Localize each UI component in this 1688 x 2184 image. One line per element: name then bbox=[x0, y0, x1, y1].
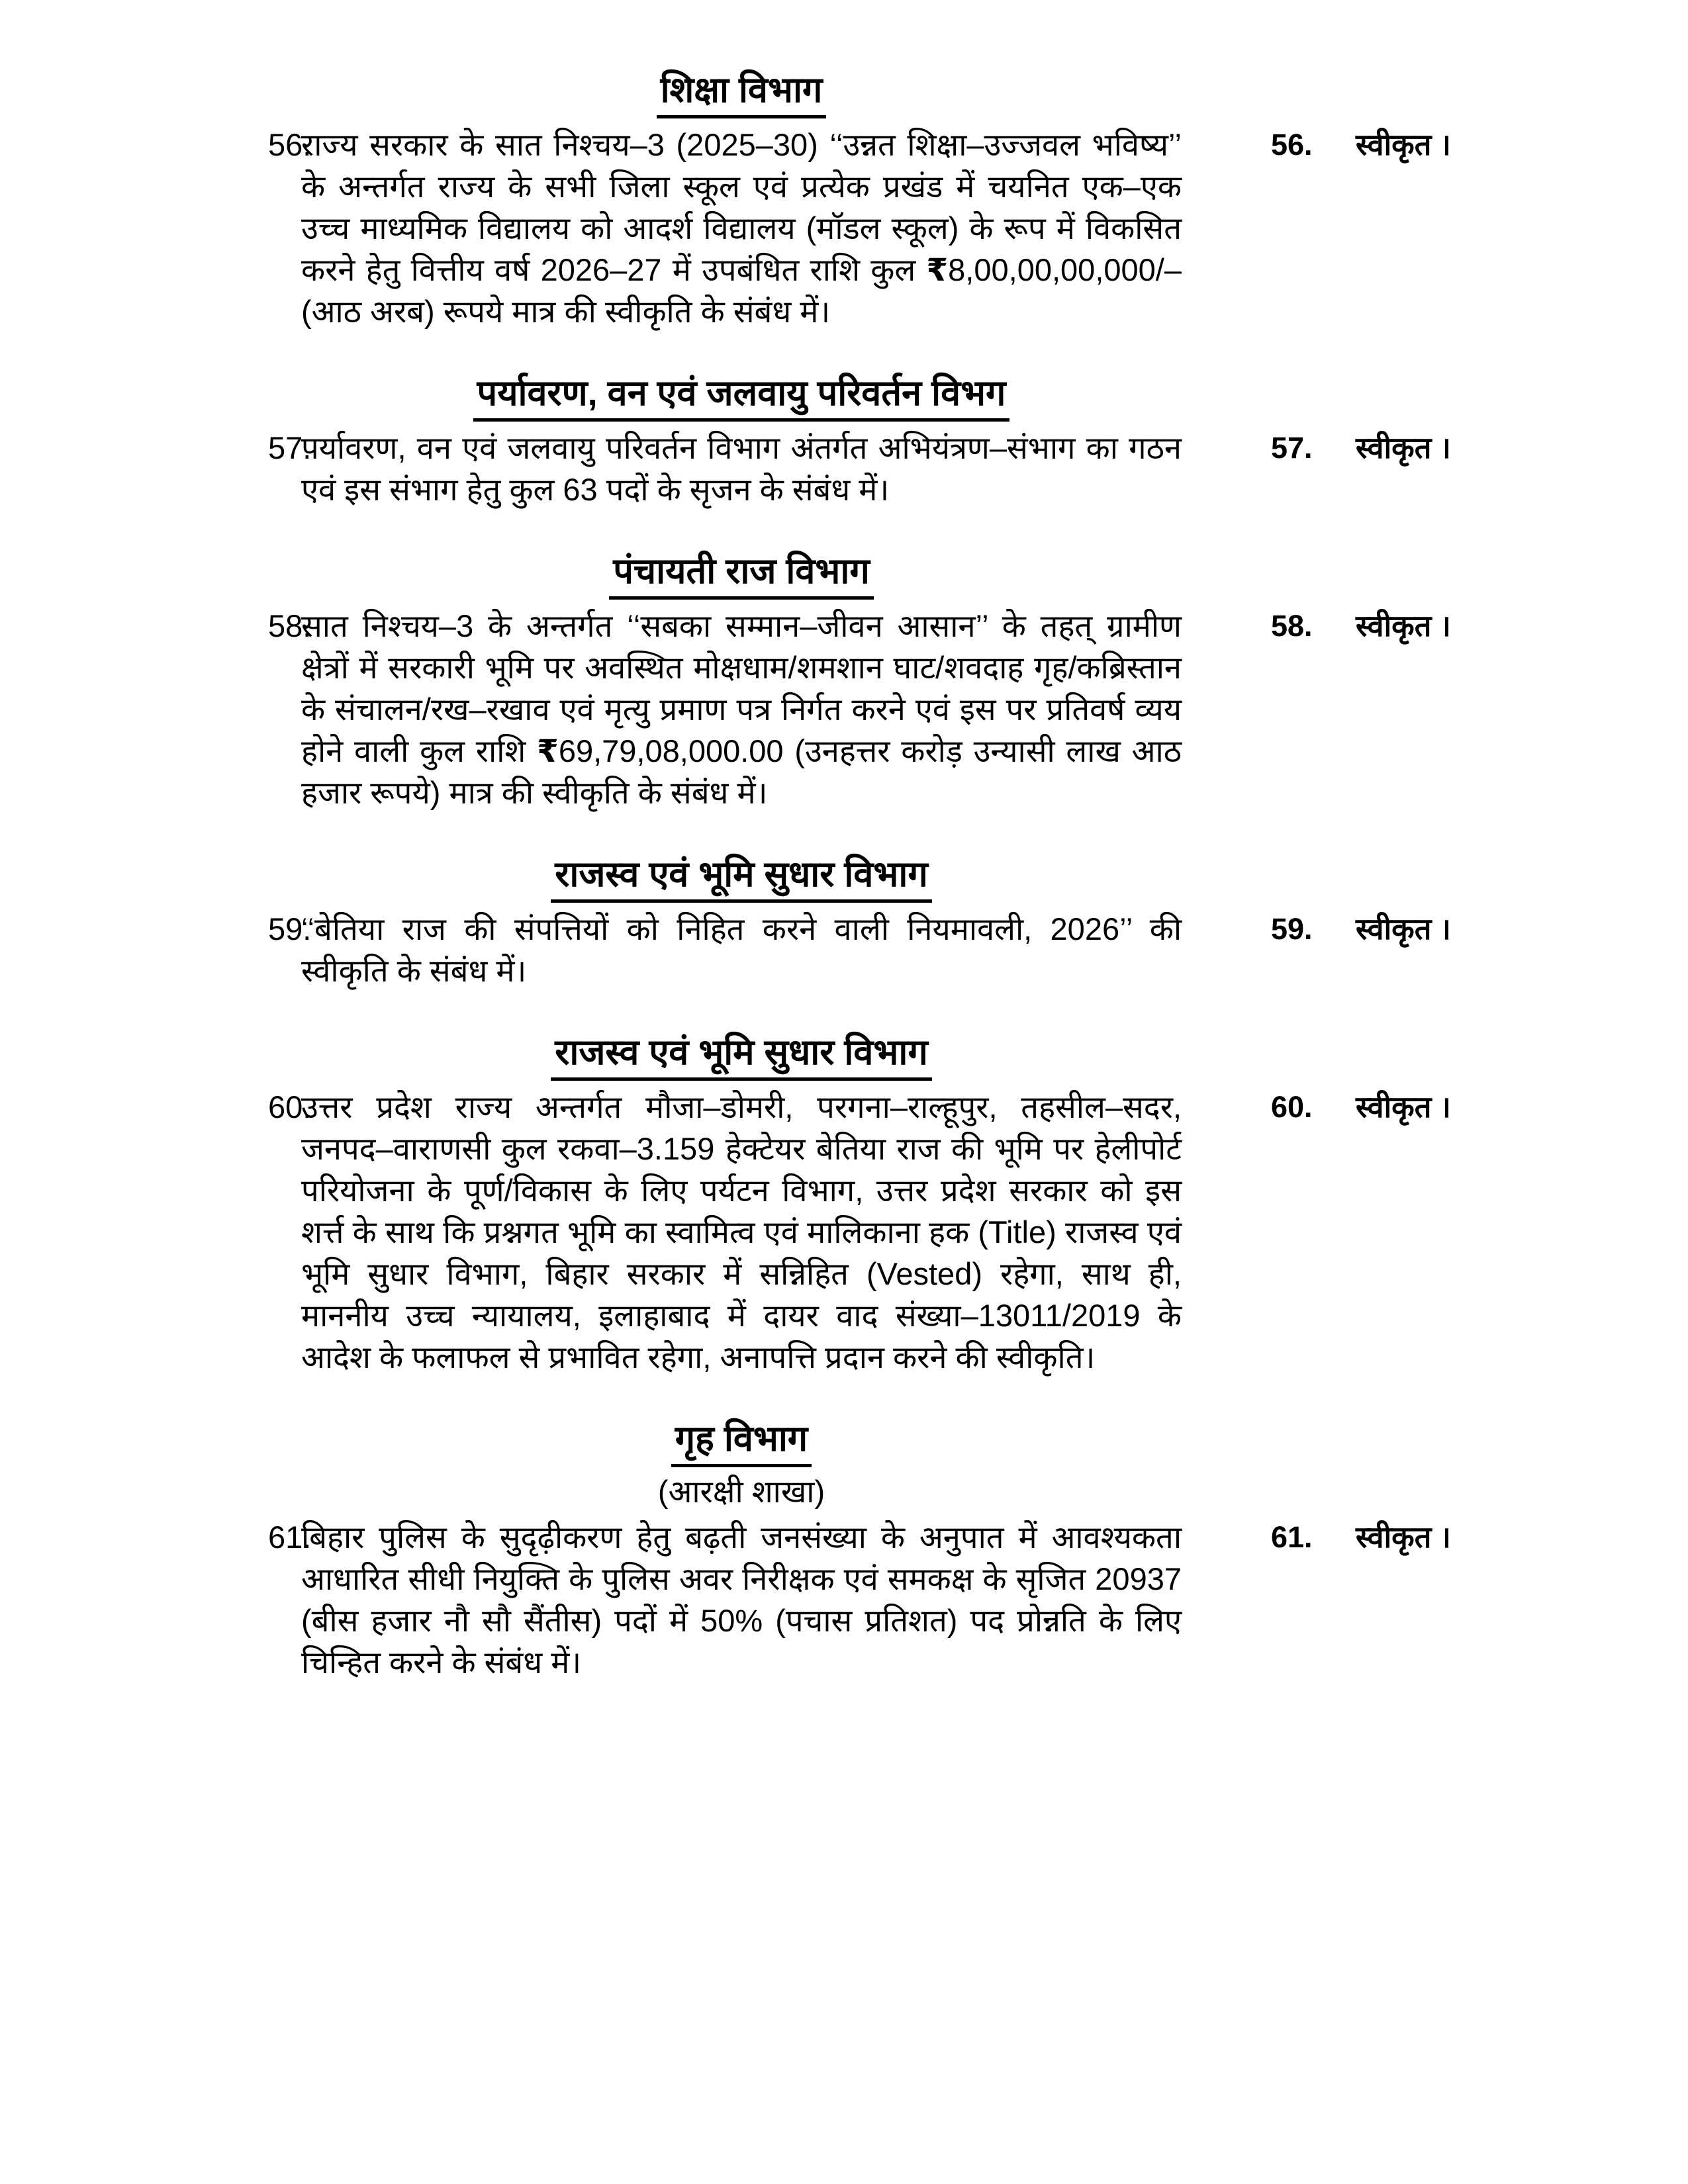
agenda-item bbox=[268, 1086, 1470, 1378]
section-heading: पंचायती राज विभाग bbox=[609, 550, 874, 600]
item-number: 58. bbox=[268, 608, 312, 643]
status-approved-label: स्वीकृत । bbox=[1356, 128, 1451, 161]
status-item-number: 56. bbox=[1271, 128, 1313, 161]
agenda-item bbox=[268, 1516, 1470, 1683]
item-number: 61. bbox=[268, 1520, 312, 1555]
agenda-item bbox=[268, 427, 1470, 510]
section-heading-row bbox=[301, 853, 1182, 903]
item-text bbox=[301, 605, 1182, 813]
section-heading: शिक्षा विभाग bbox=[657, 69, 827, 118]
item-text-segment: (उनहत्तर करोड़ उन्यासी लाख आठ हजार रूपये) मात्र की स्वीकृति के संबंध में। bbox=[301, 733, 1182, 810]
status-approved-label: स्वीकृत । bbox=[1356, 1520, 1451, 1554]
rupee-symbol: ₹ bbox=[537, 733, 559, 768]
section-revenue-land-reforms-dept-2 bbox=[268, 1031, 1470, 1378]
section-heading-row bbox=[301, 69, 1182, 118]
amount-value: 8,00,00,00,000/– bbox=[948, 252, 1182, 287]
section-revenue-land-reforms-dept-1 bbox=[268, 853, 1470, 991]
section-home-dept bbox=[268, 1418, 1470, 1683]
status-approved-label: स्वीकृत । bbox=[1356, 1090, 1451, 1124]
section-heading-row bbox=[301, 1031, 1182, 1081]
item-text-segment: राज्य सरकार के सात निश्चय–3 (2025–30) ‘‘उन्नत शिक्षा–उज्जवल भविष्य’’ के अन्तर्गत राज्य के सभी जिला स्कूल एवं प्रत्येक प्रखंड में चयनित एक–एक उच्च माध्यमिक विद्यालय को आदर्श विद्यालय (मॉडल स्कूल) के रूप में विकसित करने हेतु वित्तीय वर्ष 2026–27 में उपबंधित राशि कुल bbox=[301, 127, 1182, 287]
item-text bbox=[301, 1516, 1182, 1683]
item-number: 57. bbox=[268, 430, 312, 465]
section-heading-row bbox=[301, 550, 1182, 600]
item-text-segment: पर्यावरण, वन एवं जलवायु परिवर्तन विभाग अंतर्गत अभियंत्रण–संभाग का गठन एवं इस संभाग हेतु कुल 63 पदों के सृजन के संबंध में। bbox=[301, 430, 1182, 507]
status-approved-label: स्वीकृत । bbox=[1356, 431, 1451, 465]
item-number: 56. bbox=[268, 127, 312, 162]
item-number: 60. bbox=[268, 1089, 312, 1124]
item-text-segment: ‘‘बेतिया राज की संपत्तियों को निहित करने वाली नियमावली, 2026’’ की स्वीकृति के संबंध में। bbox=[301, 911, 1182, 988]
item-text-segment: सात निश्चय–3 के अन्तर्गत ‘‘सबका सम्मान–जीवन आसान’’ के तहत् ग्रामीण क्षेत्रों में सरकारी भूमि पर अवस्थित मोक्षधाम/शमशान घाट/शवदाह गृह/कब्रिस्तान के संचालन/रख–रखाव एवं मृत्यु प्रमाण पत्र निर्गत करने एवं इस पर प्रतिवर्ष व्यय होने वाली कुल राशि bbox=[301, 608, 1182, 768]
section-heading: राजस्व एवं भूमि सुधार विभाग bbox=[551, 1031, 931, 1081]
section-heading: गृह विभाग bbox=[671, 1418, 812, 1467]
section-heading: राजस्व एवं भूमि सुधार विभाग bbox=[551, 853, 931, 903]
status-item-number: 61. bbox=[1271, 1520, 1313, 1554]
status-item-number: 59. bbox=[1271, 912, 1313, 946]
section-subheading: (आरक्षी शाखा) bbox=[657, 1474, 825, 1509]
item-text bbox=[301, 908, 1182, 991]
status-approved-label: स्वीकृत । bbox=[1356, 609, 1451, 643]
status-item-number: 58. bbox=[1271, 609, 1313, 643]
agenda-item bbox=[268, 124, 1470, 332]
item-text bbox=[301, 427, 1182, 510]
item-text bbox=[301, 124, 1182, 332]
item-text bbox=[301, 1086, 1182, 1378]
section-education-dept bbox=[268, 69, 1470, 332]
section-heading-row bbox=[301, 372, 1182, 422]
section-panchayati-raj-dept bbox=[268, 550, 1470, 813]
status-item-number: 57. bbox=[1271, 431, 1313, 465]
section-environment-forest-climate-dept bbox=[268, 372, 1470, 510]
rupee-symbol: ₹ bbox=[926, 252, 949, 287]
amount-value: 69,79,08,000.00 bbox=[558, 733, 784, 768]
agenda-item bbox=[268, 605, 1470, 813]
status-approved-label: स्वीकृत । bbox=[1356, 912, 1451, 946]
item-text-segment: (आठ अरब) रूपये मात्र की स्वीकृति के संबंध में। bbox=[301, 294, 831, 329]
item-text-segment: उत्तर प्रदेश राज्य अन्तर्गत मौजा–डोमरी, परगना–राल्हूपुर, तहसील–सदर, जनपद–वाराणसी कुल रकवा–3.159 हेक्टेयर बेतिया राज की भूमि पर हेलीपोर्ट परियोजना के पूर्ण/विकास के लिए पर्यटन विभाग, उत्तर प्रदेश सरकार को इस शर्त्त के साथ कि प्रश्नगत भूमि का स्वामित्व एवं मालिकाना हक (Title) राजस्व एवं भूमि सुधार विभाग, बिहार सरकार में सन्निहित (Vested) रहेगा, साथ ही, माननीय उच्च न्यायालय, इलाहाबाद में दायर वाद संख्या–13011/2019 के आदेश के फलाफल से प्रभावित रहेगा, अनापत्ति प्रदान करने की स्वीकृति। bbox=[301, 1089, 1182, 1375]
section-heading: पर्यावरण, वन एवं जलवायु परिवर्तन विभग bbox=[473, 372, 1010, 422]
item-text-segment: बिहार पुलिस के सुदृढ़ीकरण हेतु बढ़ती जनसंख्या के अनुपात में आवश्यकता आधारित सीधी नियुक्ति के पुलिस अवर निरीक्षक एवं समकक्ष के सृजित 20937 (बीस हजार नौ सौ सैंतीस) पदों में 50% (पचास प्रतिशत) पद प्रोन्नति के लिए चिन्हित करने के संबंध में। bbox=[301, 1520, 1182, 1680]
agenda-item bbox=[268, 908, 1470, 991]
status-item-number: 60. bbox=[1271, 1090, 1313, 1124]
item-number: 59. bbox=[268, 911, 312, 946]
section-heading-row bbox=[301, 1418, 1182, 1467]
